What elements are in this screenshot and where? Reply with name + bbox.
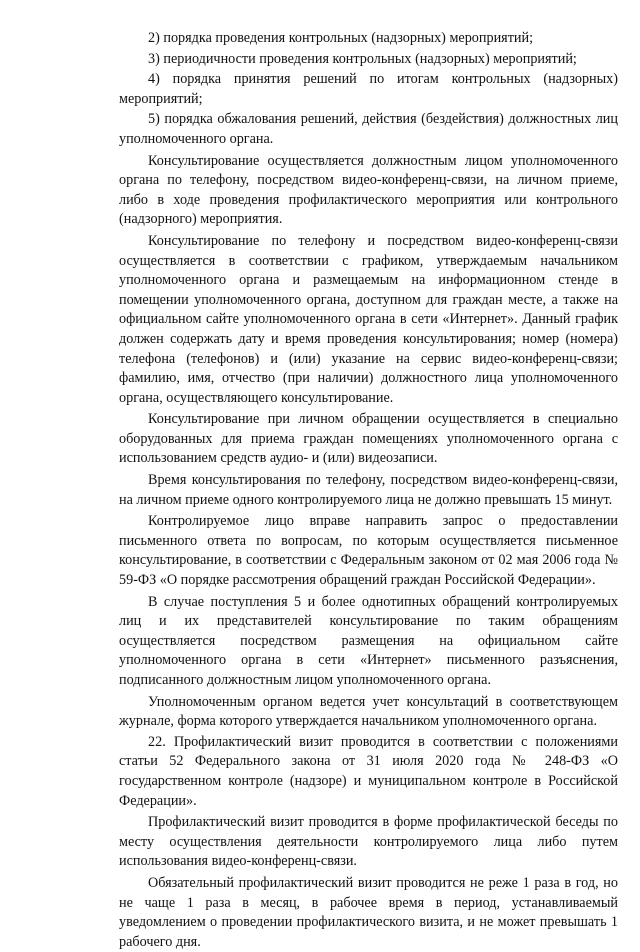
paragraph-personal-consultation: Консультирование при личном обращении осуществляется в специально оборудованных для приема граждан помещениях уполномоченного органа с использованием средств аудио- и (или) видеозаписи.: [119, 411, 618, 467]
paragraph-item-3: 3) периодичности проведения контрольных (надзорных) мероприятий;: [148, 50, 577, 67]
paragraph-item-2: 2) порядка проведения контрольных (надзорных) мероприятий;: [148, 30, 534, 46]
paragraph-mandatory-visit: Обязательный профилактический визит проводится не реже 1 раза в год, но не чаще 1 раза в месяц, в рабочее время в период, устанавливаемый уведомлением о проведении профилактического визита, и не может превышать 1 рабочего дня.: [119, 874, 618, 950]
paragraph-item-5: 5) порядка обжалования решений, действия (бездействия) должностных лиц уполномоченного органа.: [119, 111, 618, 147]
paragraph-consultation-journal: Уполномоченным органом ведется учет консультаций в соответствующем журнале, форма которого утверждается начальником уполномоченного органа.: [119, 693, 618, 730]
paragraph-consultation-schedule: Консультирование по телефону и посредством видео-конференц-связи осуществляется в соответствии с графиком, утверждаемым начальником уполномоченного органа и размещаемым на информационном стенде в помещении уполномоченного органа, доступном для граждан месте, а также на официальном сайте уполномоченного органа в сети «Интернет». Данный график должен содержать дату и время проведения консультирования; номер (номера) телефона (телефонов) и (или) указание на сервис видео-конференц-связи; фамилию, имя, отчество (при наличии) должностного лица уполномоченного органа, осуществляющего консультирование.: [119, 232, 618, 406]
paragraph-similar-requests: В случае поступления 5 и более однотипных обращений контролируемых лиц и их представителей консультирование по таким обращениям осуществляется посредством размещения на официальном сайте уполномоченного органа в сети «Интернет» письменного разъяснения, подписанного должностным лицом уполномоченного органа.: [119, 593, 618, 688]
paragraph-section-22: 22. Профилактический визит проводится в соответствии с положениями статьи 52 Федерального закона от 31 июля 2020 года № 248-ФЗ «О государственном контроле (надзоре) и муниципальном контроле в Российской Федерации».: [119, 733, 618, 809]
paragraph-consultation-methods: Консультирование осуществляется должностным лицом уполномоченного органа по телефону, посредством видео-конференц-связи, на личном приеме, либо в ходе проведения профилактического мероприятия или контрольного (надзорного) мероприятия.: [119, 152, 618, 228]
paragraph-item-4: 4) порядка принятия решений по итогам контрольных (надзорных) мероприятий;: [119, 71, 618, 107]
paragraph-consultation-duration: Время консультирования по телефону, посредством видео-конференц-связи, на личном приеме одного контролируемого лица не должно превышать 15 минут.: [119, 472, 618, 508]
paragraph-visit-form: Профилактический визит проводится в форме профилактической беседы по месту осуществления деятельности контролируемого лица либо путем использования видео-конференц-связи.: [119, 814, 618, 870]
paragraph-written-request: Контролируемое лицо вправе направить запрос о предоставлении письменного ответа по вопросам, по которым осуществляется письменное консультирование, в соответствии с Федеральным законом от 02 мая 2006 года № 59-ФЗ «О порядке рассмотрения обращений граждан Российской Федерации».: [119, 513, 618, 589]
